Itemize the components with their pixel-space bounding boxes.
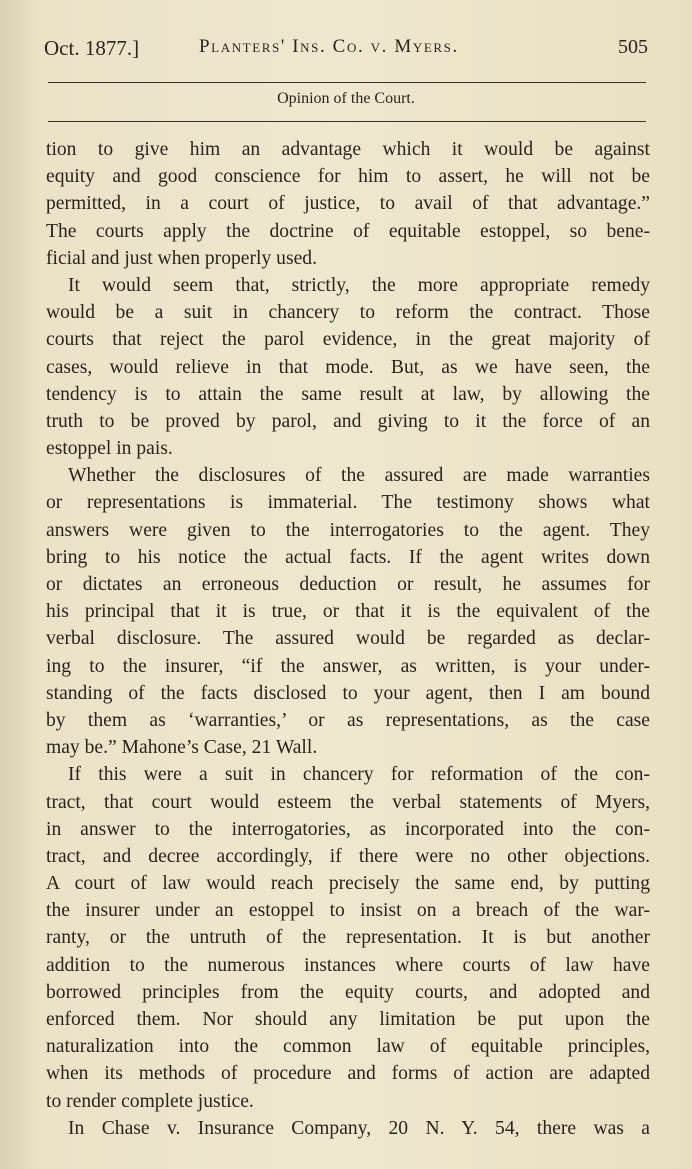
header-case-title: Planters' Ins. Co. v. Myers. (199, 36, 459, 57)
running-head (44, 34, 648, 64)
text-line: It would seem that, strictly, the more appropriate remedy (68, 274, 650, 296)
text-line: Whether the disclosures of the assured are made warranties (68, 465, 650, 487)
text-line: truth to be proved by parol, and giving to it the force of an (46, 410, 650, 432)
text-line: by them as ‘warranties,’ or as representations, as the case (46, 709, 650, 731)
text-line: naturalization into the common law of equitable principles, (46, 1036, 650, 1058)
text-line: bring to his notice the actual facts. If the agent writes down (46, 546, 650, 568)
text-line: when its methods of procedure and forms of action are adapted (46, 1063, 650, 1085)
header-date: Oct. 1877.] (44, 36, 140, 60)
text-line: verbal disclosure. The assured would be regarded as declar- (46, 628, 650, 650)
text-line: tion to give him an advantage which it would be against (46, 139, 650, 160)
text-line: tract, and decree accordingly, if there were no other objections. (46, 845, 650, 867)
text-line: permitted, in a court of justice, to avail of that advantage.” (46, 193, 650, 215)
text-line: or dictates an erroneous deduction or result, he assumes for (46, 574, 650, 595)
text-line: to render complete justice. (46, 1090, 254, 1112)
text-line: cases, would relieve in that mode. But, as we have seen, the (46, 356, 650, 378)
text-line: ing to the insurer, “if the answer, as written, is your under- (46, 655, 650, 677)
text-line: the insurer under an estoppel to insist on a breach of the war- (46, 900, 650, 922)
text-line: tract, that court would esteem the verbal statements of Myers, (46, 791, 650, 813)
text-line: may be.” Mahone’s Case, 21 Wall. (46, 737, 318, 759)
header-rule (48, 82, 646, 83)
text-line: in answer to the interrogatories, as incorporated into the con- (46, 818, 650, 840)
text-line: his principal that it is true, or that it is the equivalent of the (46, 601, 650, 623)
text-line: estoppel in pais. (46, 438, 173, 460)
text-line: A court of law would reach precisely the same end, by putting (46, 873, 650, 895)
text-line: addition to the numerous instances where courts of law have (46, 954, 650, 976)
subheading-rule (48, 121, 646, 122)
text-line: tendency is to attain the same result at law, by allowing the (46, 383, 650, 405)
text-line: standing of the facts disclosed to your agent, then I am bound (46, 682, 650, 704)
text-line: would be a suit in chancery to reform the contract. Those (46, 302, 650, 324)
section-subheading: Opinion of the Court. (277, 90, 415, 107)
text-line: If this were a suit in chancery for reformation of the con- (68, 764, 650, 786)
page-number: 505 (618, 36, 648, 58)
text-line: In Chase v. Insurance Company, 20 N. Y. 54, there was a (68, 1117, 650, 1139)
text-line: enforced them. Nor should any limitation be put upon the (46, 1009, 650, 1030)
text-line: or representations is immaterial. The testimony shows what (46, 492, 650, 514)
text-line: answers were given to the interrogatories to the agent. They (46, 519, 650, 541)
text-line: courts that reject the parol evidence, in the great majority of (46, 329, 650, 351)
text-line: The courts apply the doctrine of equitable estoppel, so bene- (46, 220, 650, 242)
opinion-body-text (46, 136, 650, 1142)
text-line: borrowed principles from the equity courts, and adopted and (46, 981, 650, 1003)
text-line: ficial and just when properly used. (46, 247, 317, 269)
text-line: equity and good conscience for him to assert, he will not be (46, 166, 650, 188)
text-line: ranty, or the untruth of the representation. It is but another (46, 927, 650, 949)
